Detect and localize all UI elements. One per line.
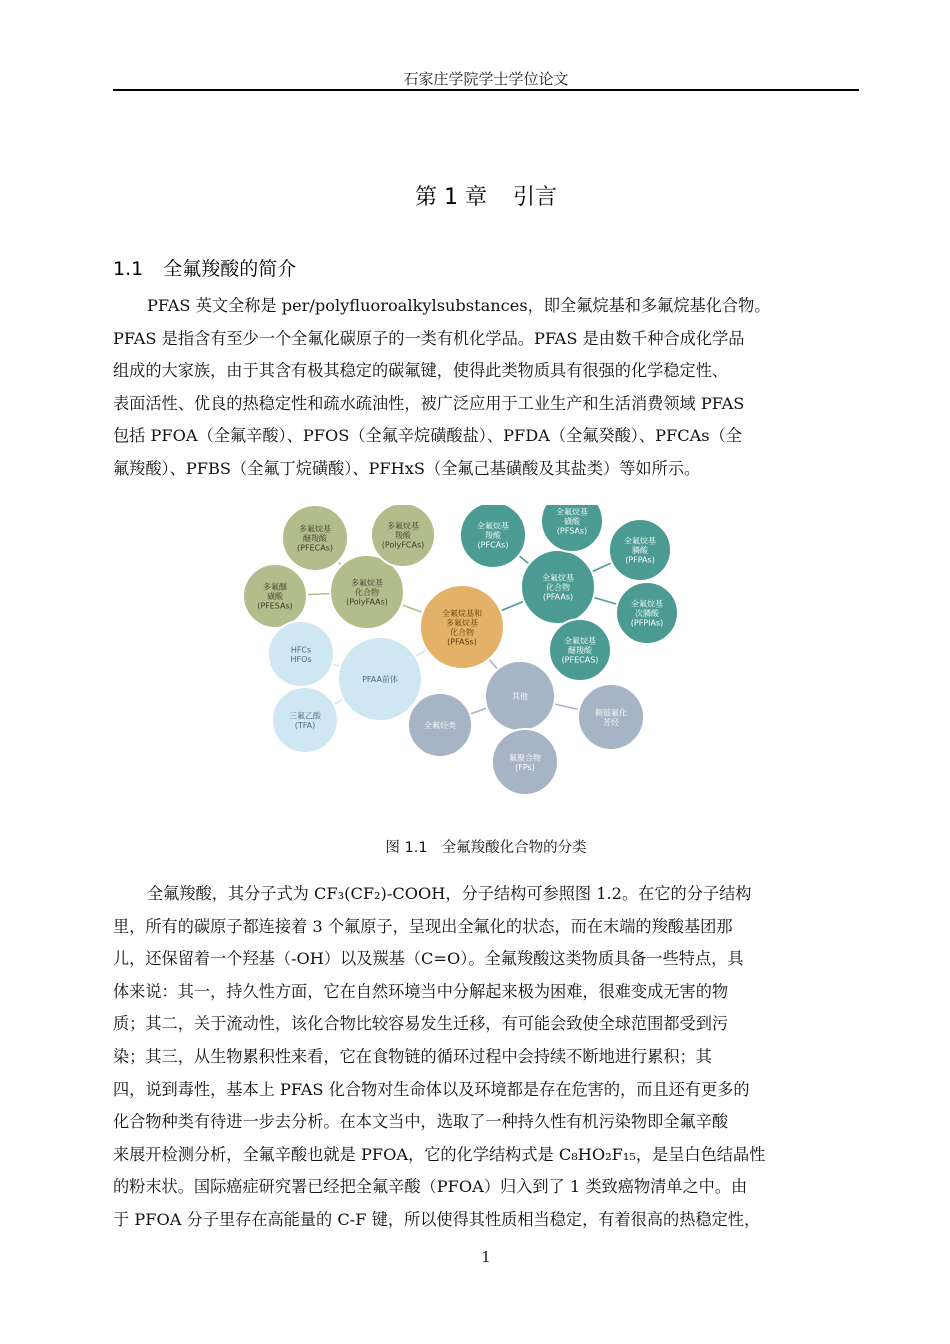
paragraph-line: 染；其三，从生物累积性来看，它在食物链的循环过程中会持续不断地进行累积；其 (113, 1046, 712, 1066)
diagram-node-label: 全氟烷基 (564, 636, 596, 646)
paragraph-line: 的粉末状。国际癌症研究署已经把全氟辛酸（PFOA）归入到了 1 类致癌物清单之中。由 (113, 1177, 748, 1197)
paragraph-line: 氟羧酸）、PFBS（全氟丁烷磺酸）、PFHxS（全氟己基磺酸及其盐类）等如所示。 (113, 458, 701, 478)
diagram-node-center (420, 585, 504, 669)
diagram-node-label: 膦酸 (632, 546, 648, 555)
header-rule (113, 89, 859, 91)
diagram-node-label: (PFASs) (447, 637, 477, 647)
diagram-node-label: 全氟烃类 (424, 721, 456, 730)
section-title: 全氟羧酸的简介 (163, 258, 297, 280)
paragraph-line: 四，说到毒性，基本上 PFAS 化合物对生命体以及环境都是存在危害的，而且还有更多的 (113, 1079, 750, 1099)
diagram-node-precursor (338, 637, 422, 721)
diagram-node-label: (PFESAs) (257, 601, 293, 611)
diagram-node-label: 多氟醚 (263, 582, 287, 592)
pfas-classification-diagram (235, 505, 705, 805)
diagram-node-tfa (272, 687, 338, 753)
diagram-node-pfesas (243, 564, 307, 628)
figure-caption-text: 全氟羧酸化合物的分类 (441, 840, 587, 856)
diagram-node-pfpias (616, 582, 678, 644)
diagram-node-side-chain (578, 684, 644, 750)
diagram-node-label: 芳烃 (603, 717, 619, 727)
diagram-node-pfpas (609, 519, 671, 581)
paragraph-line: 全氟羧酸，其分子式为 CF₃(CF₂)-COOH，分子结构可参照图 1.2。在它的分子结构 (147, 884, 752, 903)
diagram-node-label: (PFSAs) (556, 526, 588, 536)
figure-caption (113, 836, 859, 857)
paragraph-line: PFAS 是指含有至少一个全氟化碳原子的一类有机化学品。PFAS 是由数千种合成化学品 (113, 328, 745, 348)
diagram-node-label: 磺酸 (564, 517, 580, 526)
diagram-node-label: 磺酸 (267, 592, 283, 601)
diagram-node-hfcs (268, 621, 334, 687)
diagram-node-label: HFOs (290, 654, 312, 664)
diagram-node-label: 侧链氟化 (595, 708, 627, 718)
section-number: 1.1 (113, 258, 144, 280)
diagram-node-pfcas (460, 505, 526, 568)
diagram-node-label: 醚羧酸 (568, 646, 592, 655)
diagram-node-label: 羧酸 (395, 531, 411, 540)
diagram-node-label: (PFECAs) (297, 543, 333, 553)
diagram-node-label: 多氟烷基 (351, 578, 383, 588)
diagram-node-label: 三氟乙酸 (289, 711, 321, 721)
diagram-node-pfaas (521, 550, 595, 624)
diagram-node-polyfcas (371, 505, 435, 567)
paragraph-line: 里，所有的碳原子都连接着 3 个氟原子，呈现出全氟化的状态，而在末端的羧酸基团那 (113, 916, 733, 936)
diagram-node-label: 氟聚合物 (509, 753, 541, 763)
diagram-node-label: 全氟烷基 (624, 536, 656, 546)
diagram-node-label: 多氟烷基 (387, 521, 419, 531)
diagram-node-label: 醚羧酸 (303, 534, 327, 543)
diagram-node-label: (PFAAs) (542, 592, 574, 602)
diagram-node-label: PFAA前体 (362, 675, 398, 684)
chapter-title (113, 180, 859, 211)
paragraph-line: 体来说：其一，持久性方面，它在自然环境当中分解起来极为困难，很难变成无害的物 (113, 981, 729, 1001)
diagram-node-label: 化合物 (546, 583, 570, 592)
page-number: 1 (481, 1248, 491, 1266)
diagram-node-label: 多氟烷基 (446, 618, 478, 628)
paragraph-intro (113, 290, 859, 486)
section-heading (113, 254, 296, 281)
paragraph-pfca (113, 878, 859, 1237)
diagram-node-other (485, 661, 555, 731)
paragraph-line: 组成的大家族，由于其含有极其稳定的碳氟键，使得此类物质具有很强的化学稳定性、 (113, 361, 729, 381)
diagram-node-pfecas-ether (282, 505, 348, 571)
paragraph-line: 质；其二，关于流动性，该化合物比较容易发生迁移，有可能会致使全球范围都受到污 (113, 1014, 729, 1034)
diagram-node-label: (TFA) (294, 720, 316, 730)
diagram-node-label: 全氟烷基和 (442, 608, 482, 618)
paragraph-line: 儿，还保留着一个羟基（-OH）以及羰基（C=O）。全氟羧酸这类物质具备一些特点，具 (113, 949, 744, 969)
diagram-node-label: HFCs (290, 645, 312, 655)
figure-number: 图 1.1 (385, 840, 428, 856)
diagram-node-pfecas (549, 619, 611, 681)
diagram-node-label: 其他 (512, 692, 528, 701)
diagram-node-label: 全氟烷基 (631, 599, 663, 609)
diagram-node-label: (PolyFCAs) (381, 540, 425, 550)
diagram-node-label: 羧酸 (485, 531, 501, 540)
diagram-node-label: (PFECAS) (561, 655, 599, 665)
running-header: 石家庄学院学士学位论文 (403, 70, 569, 88)
diagram-node-label: 全氟烷基 (477, 521, 509, 531)
diagram-node-pfsas (541, 505, 603, 552)
paragraph-line: PFAS 英文全称是 per/polyfluoroalkylsubstances，即全氟烷基和多氟烷基化合物。 (147, 296, 771, 315)
diagram-node-label: (PFPAs) (625, 555, 655, 565)
diagram-node-label: 全氟烷基 (542, 573, 574, 583)
paragraph-line: 来展开检测分析，全氟辛酸也就是 PFOA，它的化学结构式是 C₈HO₂F₁₅，是呈白色结晶性 (113, 1144, 766, 1164)
paragraph-line: 包括 PFOA（全氟辛酸）、PFOS（全氟辛烷磺酸盐）、PFDA（全氟癸酸）、PFCAs（全 (113, 426, 742, 446)
diagram-node-label: 化合物 (450, 627, 474, 637)
diagram-node-label: (FPs) (515, 762, 535, 772)
paragraph-line: 于 PFOA 分子里存在高能量的 C-F 键，所以使得其性质相当稳定，有着很高的热稳定性， (113, 1209, 761, 1229)
paragraph-line: 表面活性、优良的热稳定性和疏水疏油性，被广泛应用于工业生产和生活消费领域 PFAS (113, 393, 745, 413)
paragraph-line: 化合物种类有待进一步去分析。在本文当中，选取了一种持久性有机污染物即全氟辛酸 (113, 1112, 729, 1132)
diagram-node-label: (PFCAs) (477, 540, 509, 550)
diagram-node-label: 多氟烷基 (299, 524, 331, 534)
diagram-node-label: (PFPIAs) (630, 618, 664, 628)
chapter-name: 引言 (512, 185, 557, 210)
chapter-number: 第 1 章 (415, 185, 487, 210)
diagram-node-label: (PolyFAAs) (346, 597, 388, 607)
diagram-node-label: 全氟烷基 (556, 507, 588, 517)
diagram-node-label: 次膦酸 (635, 609, 659, 618)
diagram-node-label: 化合物 (355, 588, 379, 597)
diagram-node-perfluoroalkanes (408, 693, 472, 757)
diagram-node-fps (492, 729, 558, 795)
